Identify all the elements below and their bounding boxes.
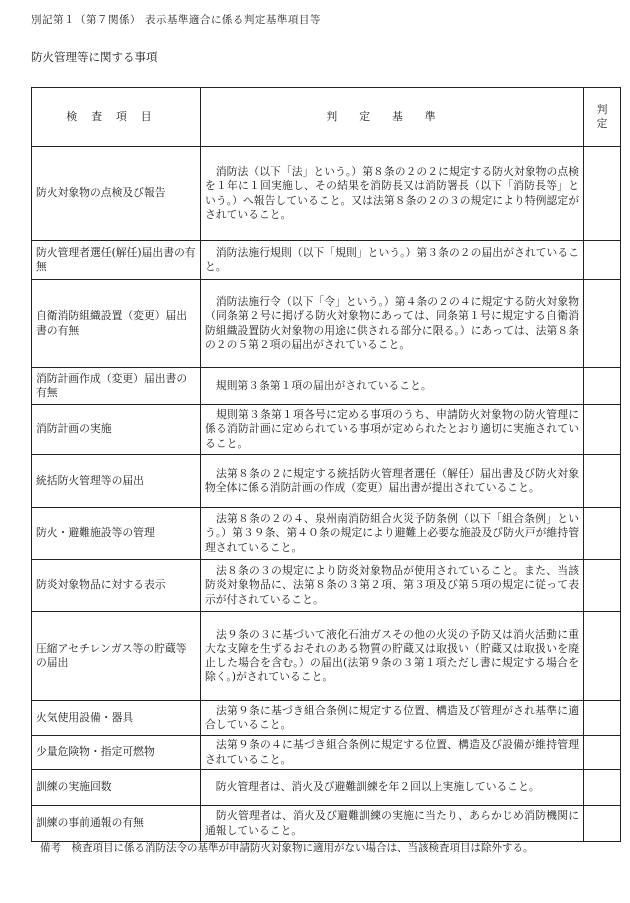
criteria-text: 消防法施行規則（以下「規則」という。）第３条の２の届出がされていること。 xyxy=(205,245,579,273)
table-row xyxy=(32,280,621,368)
table-row xyxy=(32,770,621,806)
judgment-cell xyxy=(584,368,621,405)
criteria-text: 消防法（以下「法」という。）第８条の２の２に規定する防火対象物の点検を１年に１回実施し、その結果を消防長又は消防署長（以下「消防長等」という。）へ報告していること。又は法第８条の２の３の規定により特例認定がされていること。 xyxy=(205,165,579,221)
judgment-criteria xyxy=(201,405,584,455)
header-judgment-criteria: 判定基準 xyxy=(201,88,584,147)
table-row xyxy=(32,612,621,701)
inspection-item: 防炎対象物品に対する表示 xyxy=(32,560,201,612)
table-header-row xyxy=(32,88,621,147)
judgment-criteria xyxy=(201,612,584,701)
criteria-text: 規則第３条第１項の届出がされていること。 xyxy=(215,378,432,392)
inspection-item: 自衛消防組織設置（変更）届出書の有無 xyxy=(32,280,201,368)
judgment-cell xyxy=(584,612,621,701)
inspection-item: 訓練の実施回数 xyxy=(32,770,201,806)
header-inspection-item: 検査項目 xyxy=(32,88,201,147)
inspection-item: 防火管理者選任(解任)届出書の有無 xyxy=(32,241,201,280)
table-row xyxy=(32,736,621,770)
judgment-criteria xyxy=(201,455,584,508)
judgment-criteria xyxy=(201,770,584,806)
criteria-text: 法第９条の４に基づき組合条例に規定する位置、構造及び設備が維持管理されていること。 xyxy=(205,738,579,766)
judgment-criteria xyxy=(201,701,584,736)
judgment-criteria xyxy=(201,560,584,612)
judgment-cell xyxy=(584,241,621,280)
inspection-item: 防火・避難施設等の管理 xyxy=(32,508,201,560)
document-heading: 別記第１（第７関係） 表示基準適合に係る判定基準項目等 xyxy=(31,14,321,26)
judgment-criteria xyxy=(201,147,584,241)
table-row xyxy=(32,368,621,405)
judgment-cell xyxy=(584,508,621,560)
judgment-cell xyxy=(584,806,621,842)
table-row xyxy=(32,455,621,508)
criteria-text: 消防法施行令（以下「令」という。）第４条の２の４に規定する防火対象物（同条第２号に掲げる防火対象物にあっては、同条第１号に規定する自衛消防組織設置防火対象物の用途に供される部分に限る。）にあっては、法第８条の２の５第２項の届出がされていること。 xyxy=(205,295,579,351)
judgment-criteria xyxy=(201,736,584,770)
judgment-criteria xyxy=(201,806,584,842)
header-judgment xyxy=(584,88,621,147)
judgment-cell xyxy=(584,455,621,508)
inspection-item: 統括防火管理等の届出 xyxy=(32,455,201,508)
inspection-item: 少量危険物・指定可燃物 xyxy=(32,736,201,770)
table-row xyxy=(32,560,621,612)
criteria-table xyxy=(31,87,621,842)
criteria-text: 防火管理者は、消火及び避難訓練を年２回以上実施していること。 xyxy=(215,780,540,794)
table-row xyxy=(32,147,621,241)
criteria-text: 法第８条の２の４、泉州南消防組合火災予防条例（以下「組合条例」という。）第３９条、第４０条の規定により避難上必要な施設及び防火戸が維持管理されていること。 xyxy=(205,512,579,554)
table-row xyxy=(32,508,621,560)
inspection-item: 圧縮アセチレンガス等の貯蔵等の届出 xyxy=(32,612,201,701)
judgment-cell xyxy=(584,405,621,455)
judgment-cell xyxy=(584,147,621,241)
criteria-text: 法９条の３に基づいて液化石油ガスその他の火災の予防又は消火活動に重大な支障を生ずるおそれのある物質の貯蔵又は取扱い（貯蔵又は取扱いを廃止した場合を含む。）の届出(法第９条の３第１項ただし書に規定する場合を除く。)がされていること。 xyxy=(205,627,579,684)
criteria-text: 規則第３条第１項各号に定める事項のうち、申請防火対象物の防火管理に係る消防計画に定められている事項が定められたとおり適切に実施されていること。 xyxy=(205,408,579,450)
judgment-criteria xyxy=(201,368,584,405)
criteria-text: 法第８条の２に規定する統括防火管理者選任（解任）届出書及び防火対象物全体に係る消防計画の作成（変更）届出書が提出されていること。 xyxy=(205,466,579,494)
criteria-text: 防火管理者は、消火及び避難訓練の実施に当たり、あらかじめ消防機関に通報していること。 xyxy=(205,809,579,837)
criteria-text: 法第９条に基づき組合条例に規定する位置、構造及び管理がされ基準に適合していること。 xyxy=(205,703,579,731)
judgment-cell xyxy=(584,770,621,806)
judgment-criteria xyxy=(201,508,584,560)
section-title: 防火管理等に関する事項 xyxy=(31,50,158,64)
table-row xyxy=(32,405,621,455)
footnote: 備考 検査項目に係る消防法令の基準が申請防火対象物に適用がない場合は、当該検査項目は除外する。 xyxy=(40,842,534,854)
inspection-item: 消防計画作成（変更）届出書の有無 xyxy=(32,368,201,405)
judgment-cell xyxy=(584,701,621,736)
inspection-item: 訓練の事前通報の有無 xyxy=(32,806,201,842)
judgment-cell xyxy=(584,560,621,612)
judgment-cell xyxy=(584,280,621,368)
header-judgment-text: 判定 xyxy=(596,102,608,130)
table-row xyxy=(32,806,621,842)
inspection-item: 消防計画の実施 xyxy=(32,405,201,455)
judgment-cell xyxy=(584,736,621,770)
table-row xyxy=(32,701,621,736)
criteria-text: 法８条の３の規定により防炎対象物品が使用されていること。また、当該防炎対象物品に、法第８条の３第２項、第３項及び第５項の規定に従って表示が付されていること。 xyxy=(205,564,579,606)
table-row xyxy=(32,241,621,280)
inspection-item: 防火対象物の点検及び報告 xyxy=(32,147,201,241)
judgment-criteria xyxy=(201,241,584,280)
inspection-item: 火気使用設備・器具 xyxy=(32,701,201,736)
judgment-criteria xyxy=(201,280,584,368)
